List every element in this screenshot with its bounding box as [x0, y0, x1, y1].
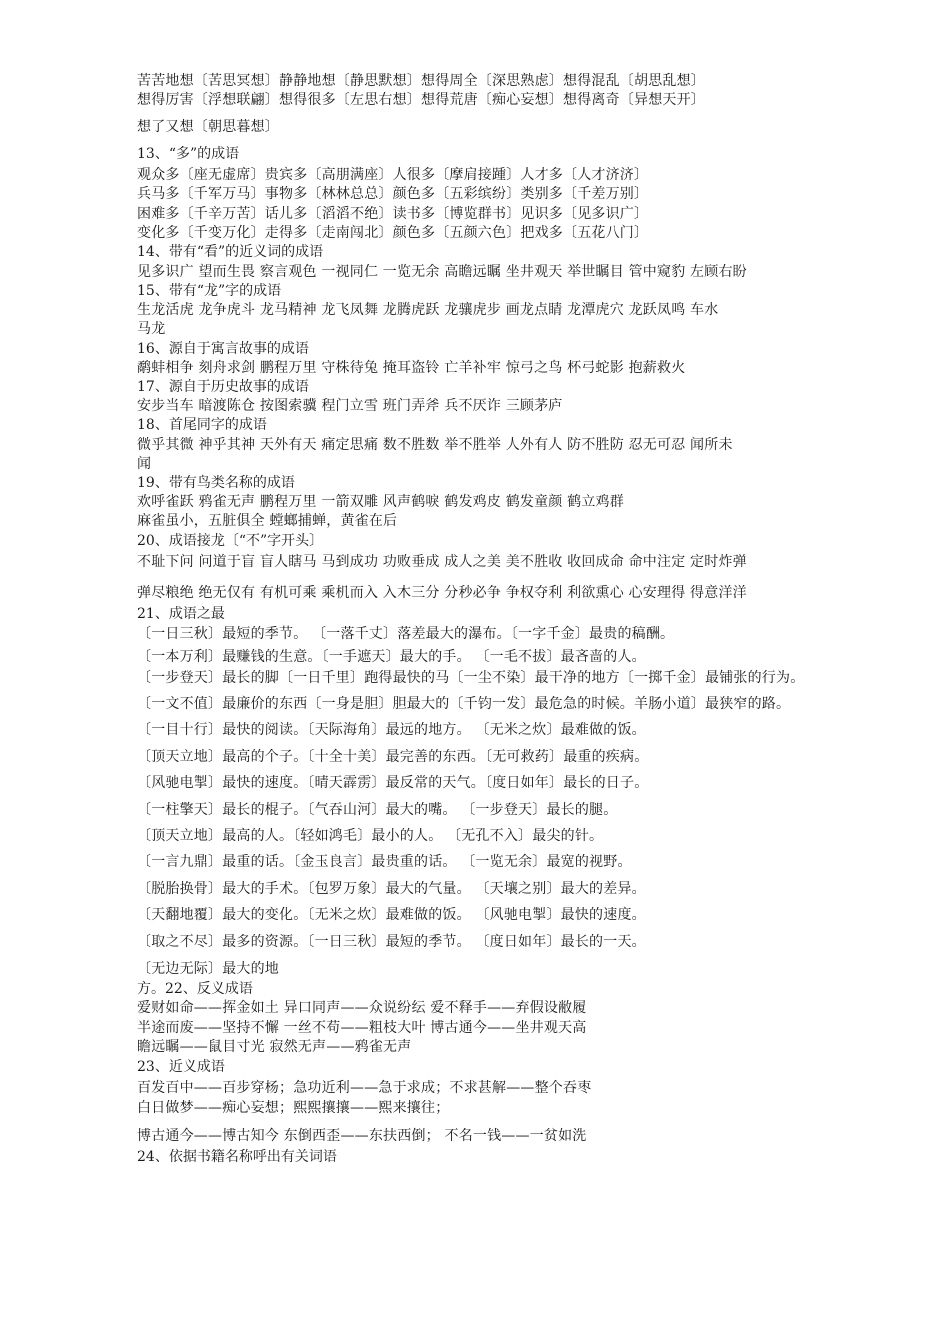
text-line: 生龙活虎 龙争虎斗 龙马精神 龙飞凤舞 龙腾虎跃 龙骧虎步 画龙点睛 龙潭虎穴 龙跃凤鸣 车水 — [137, 302, 719, 318]
text-line: 〔风驰电掣〕最快的速度。〔晴天霹雳〕最反常的天气。〔度日如年〕最长的日子。 — [137, 775, 649, 791]
section-heading: 19、带有鸟类名称的成语 — [137, 475, 295, 491]
section-heading: 20、成语接龙〔“不”字开头〕 — [137, 533, 324, 549]
text-line: 兵马多〔千军万马〕事物多〔林林总总〕颜色多〔五彩缤纷〕类别多〔千差万别〕 — [137, 186, 649, 202]
text-line: 变化多〔千变万化〕走得多〔走南闯北〕颜色多〔五颜六色〕把戏多〔五花八门〕 — [137, 225, 649, 241]
text-line: 〔一柱擎天〕最长的棍子。〔气吞山河〕最大的嘴。 〔一步登天〕最长的腿。 — [137, 802, 618, 818]
text-line: 弹尽粮绝 绝无仅有 有机可乘 乘机而入 入木三分 分秒必争 争权夺利 利欲熏心 心安理得 得意洋洋 — [137, 585, 747, 601]
text-line: 困难多〔千辛万苦〕话儿多〔滔滔不绝〕读书多〔博览群书〕见识多〔见多识广〕 — [137, 206, 649, 222]
text-line: 白日做梦——痴心妄想；熙熙攘攘——熙来攘往； — [137, 1100, 450, 1116]
section-heading: 23、近义成语 — [137, 1059, 225, 1075]
text-line: 不耻下问 问道于盲 盲人瞎马 马到成功 功败垂成 成人之美 美不胜收 收回成命 命中注定 定时炸弹 — [137, 554, 747, 570]
text-line: 〔一日三秋〕最短的季节。 〔一落千丈〕落差最大的瀑布。〔一字千金〕最贵的稿酬。 — [137, 626, 675, 642]
section-heading: 方。22、反义成语 — [137, 981, 253, 997]
section-heading: 16、源自于寓言故事的成语 — [137, 341, 309, 357]
text-line: 〔一文不值〕最廉价的东西〔一身是胆〕胆最大的〔千钧一发〕最危急的时候。羊肠小道〕最狭窄的路。 — [137, 696, 791, 712]
text-line: 博古通今——博古知今 东倒西歪——东扶西倒； 不名一钱——一贫如洗 — [137, 1128, 587, 1144]
text-line: 欢呼雀跃 鸦雀无声 鹏程万里 一箭双雕 风声鹤唳 鹤发鸡皮 鹤发童颜 鹤立鸡群 — [137, 494, 624, 510]
text-line: 想了又想〔朝思暮想〕 — [137, 119, 279, 135]
section-heading: 18、首尾同字的成语 — [137, 417, 267, 433]
text-line: 〔一言九鼎〕最重的话。〔金玉良言〕最贵重的话。 〔一览无余〕最宽的视野。 — [137, 854, 632, 870]
text-line: 见多识广 望而生畏 察言观色 一视同仁 一览无余 高瞻远瞩 坐井观天 举世瞩目 管中窥豹 左顾右盼 — [137, 264, 747, 280]
text-line: 〔无边无际〕最大的地 — [137, 961, 279, 977]
text-line: 鹬蚌相争 刻舟求剑 鹏程万里 守株待兔 掩耳盗铃 亡羊补牢 惊弓之鸟 杯弓蛇影 抱薪救火 — [137, 360, 686, 376]
section-heading: 21、成语之最 — [137, 606, 225, 622]
text-line: 〔一步登天〕最长的脚〔一日千里〕跑得最快的马〔一尘不染〕最干净的地方〔一掷千金〕最铺张的行为。 — [137, 670, 805, 686]
text-line: 〔一本万利〕最赚钱的生意。〔一手遮天〕最大的手。 〔一毛不拔〕最吝啬的人。 — [137, 649, 646, 665]
text-line: 百发百中——百步穿杨；急功近利——急于求成；不求甚解——整个吞枣 — [137, 1080, 592, 1096]
text-line: 观众多〔座无虚席〕贵宾多〔高朋满座〕人很多〔摩肩接踵〕人才多〔人才济济〕 — [137, 167, 649, 183]
text-line: 安步当车 暗渡陈仓 按图索骥 程门立雪 班门弄斧 兵不厌诈 三顾茅庐 — [137, 398, 563, 414]
text-line: 闻 — [137, 456, 152, 472]
text-line: 苦苦地想〔苦思冥想〕静静地想〔静思默想〕想得周全〔深思熟虑〕想得混乱〔胡思乱想〕 — [137, 73, 705, 89]
text-line: 〔一目十行〕最快的阅读。〔天际海角〕最远的地方。 〔无米之炊〕最难做的饭。 — [137, 722, 646, 738]
section-heading: 17、源自于历史故事的成语 — [137, 379, 309, 395]
text-line: 爱财如命——挥金如土 异口同声——众说纷纭 爱不释手——弃假设敝履 — [137, 1000, 587, 1016]
text-line: 〔顶天立地〕最高的人。〔轻如鸿毛〕最小的人。 〔无孔不入〕最尖的针。 — [137, 828, 604, 844]
text-line: 瞻远瞩——鼠目寸光 寂然无声——鸦雀无声 — [137, 1039, 412, 1055]
section-heading: 13、“多”的成语 — [137, 146, 240, 162]
text-line: 〔取之不尽〕最多的资源。〔一日三秋〕最短的季节。 〔度日如年〕最长的一天。 — [137, 934, 646, 950]
text-line: 〔脱胎换骨〕最大的手术。〔包罗万象〕最大的气量。 〔天壤之别〕最大的差异。 — [137, 881, 646, 897]
text-line: 〔天翻地覆〕最大的变化。〔无米之炊〕最难做的饭。 〔风驰电掣〕最快的速度。 — [137, 907, 646, 923]
text-line: 半途而废——坚持不懈 一丝不苟——粗枝大叶 博古通今——坐井观天高 — [137, 1020, 587, 1036]
text-line: 〔顶天立地〕最高的个子。〔十全十美〕最完善的东西。〔无可救药〕最重的疾病。 — [137, 749, 649, 765]
section-heading: 15、带有“龙”字的成语 — [137, 283, 282, 299]
section-heading: 24、依据书籍名称呼出有关词语 — [137, 1149, 337, 1165]
text-line: 微乎其微 神乎其神 天外有天 痛定思痛 数不胜数 举不胜举 人外有人 防不胜防 忍无可忍 闻所未 — [137, 437, 733, 453]
text-line: 马龙 — [137, 321, 166, 337]
text-line: 麻雀虽小，五脏俱全 螳螂捕蝉，黄雀在后 — [137, 513, 398, 529]
section-heading: 14、带有“看”的近义词的成语 — [137, 244, 324, 260]
text-line: 想得厉害〔浮想联翩〕想得很多〔左思右想〕想得荒唐〔痴心妄想〕想得离奇〔异想天开〕 — [137, 92, 705, 108]
